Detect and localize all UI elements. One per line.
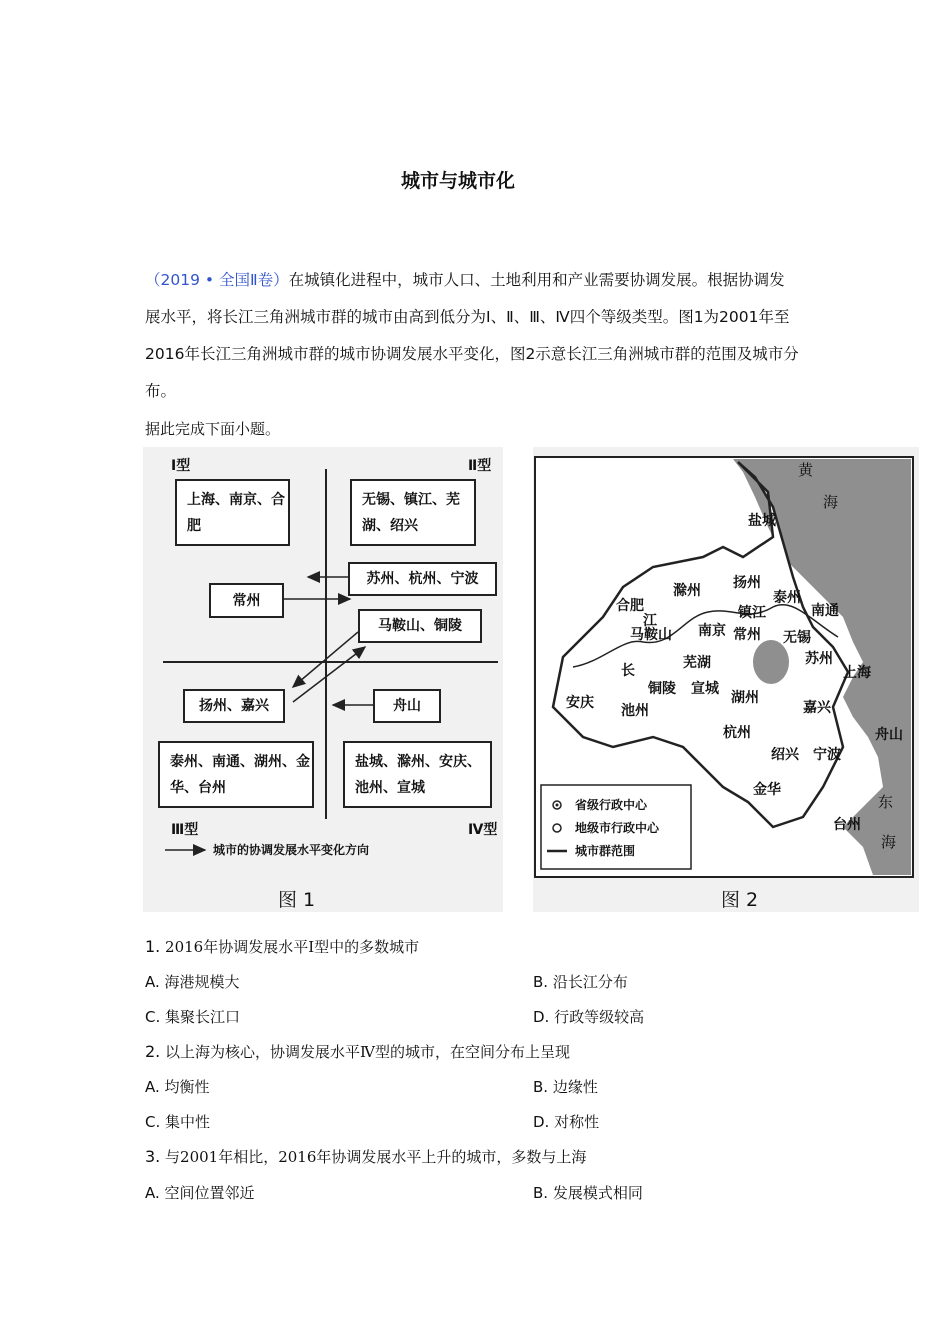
question-stem: 2016年协调发展水平Ⅰ型中的多数城市	[165, 938, 420, 956]
option-key: A.	[145, 973, 160, 991]
city-chuzhou: 滁州	[673, 583, 701, 599]
question-stem: 以上海为核心，协调发展水平Ⅳ型的城市，在空间分布上呈现	[165, 1043, 571, 1061]
option-key: C.	[145, 1008, 161, 1026]
box-changzhou: 常州	[209, 583, 284, 618]
q2-option-d[interactable]	[533, 1111, 599, 1132]
city-taizhou-zj: 台州	[833, 817, 861, 833]
intro-paragraph	[145, 262, 800, 410]
box-type-iv: 盐城、滁州、安庆、池州、宣城	[343, 741, 492, 808]
sea-yellow-2: 海	[823, 493, 839, 511]
city-ningbo: 宁波	[813, 747, 841, 763]
question-number: 3.	[145, 1147, 161, 1166]
option-key: D.	[533, 1008, 550, 1026]
taihu-lake	[753, 640, 789, 684]
option-text: 均衡性	[164, 1078, 210, 1096]
option-text: 海港规模大	[164, 973, 240, 991]
city-xuancheng: 宣城	[691, 681, 719, 697]
city-wuxi: 无锡	[783, 630, 811, 646]
city-nanjing: 南京	[698, 623, 726, 639]
city-chizhou: 池州	[621, 703, 649, 719]
city-shanghai: 上海	[843, 665, 871, 681]
q2-option-c[interactable]	[145, 1111, 210, 1132]
figure-1	[143, 447, 503, 912]
city-jinhua: 金华	[753, 782, 781, 798]
city-yangzhou: 扬州	[733, 575, 761, 591]
box-maanshan-tongling: 马鞍山、铜陵	[358, 609, 482, 643]
option-text: 空间位置邻近	[164, 1184, 255, 1202]
city-suzhou: 苏州	[805, 651, 833, 667]
option-key: B.	[533, 973, 549, 991]
box-zhoushan: 舟山	[373, 689, 441, 723]
type-ii-label: Ⅱ型	[468, 458, 492, 474]
figure-1-legend: 城市的协调发展水平变化方向	[213, 843, 370, 857]
option-text: 发展模式相同	[552, 1184, 643, 1202]
q2-option-b[interactable]	[533, 1076, 598, 1097]
q1-option-c[interactable]	[145, 1006, 240, 1027]
sea-east-1: 东	[878, 793, 894, 811]
q2-option-a[interactable]	[145, 1076, 210, 1097]
instruction-text: 据此完成下面小题。	[145, 420, 281, 438]
type-iv-label: Ⅳ型	[468, 822, 498, 838]
q1-option-b[interactable]	[533, 971, 628, 992]
type-i-label: Ⅰ型	[171, 458, 191, 474]
city-wuhu: 芜湖	[683, 655, 711, 671]
legend-prefecture: 地级市行政中心	[575, 821, 660, 835]
option-text: 对称性	[554, 1113, 600, 1131]
city-anqing: 安庆	[566, 695, 594, 711]
option-key: B.	[533, 1184, 549, 1202]
question-number: 2.	[145, 1042, 161, 1061]
figure-2	[533, 447, 919, 912]
option-text: 集聚长江口	[165, 1008, 241, 1026]
city-nantong: 南通	[811, 603, 839, 619]
city-hefei: 合肥	[616, 598, 644, 614]
box-suzhou-hangzhou-ningbo: 苏州、杭州、宁波	[348, 562, 497, 596]
option-key: C.	[145, 1113, 161, 1131]
legend-boundary: 城市群范围	[575, 844, 636, 858]
q3-option-b[interactable]	[533, 1182, 643, 1203]
city-shaoxing: 绍兴	[771, 747, 799, 763]
river-label-1: 长	[621, 663, 635, 679]
figure-2-map	[533, 447, 919, 912]
source-tag: （2019 • 全国Ⅱ卷）	[145, 271, 289, 289]
option-key: A.	[145, 1184, 160, 1202]
city-taizhou: 泰州	[773, 590, 801, 606]
sea-yellow-1: 黄	[798, 461, 814, 479]
city-tongling: 铜陵	[648, 681, 676, 697]
question-stem: 与2001年相比，2016年协调发展水平上升的城市，多数与上海	[165, 1148, 587, 1166]
q1-option-d[interactable]	[533, 1006, 644, 1027]
option-text: 集中性	[165, 1113, 211, 1131]
box-type-ii: 无锡、镇江、芜湖、绍兴	[350, 479, 476, 546]
figure-2-caption: 图 2	[721, 889, 759, 911]
option-text: 边缘性	[552, 1078, 598, 1096]
question-number: 1.	[145, 937, 161, 956]
question-3	[145, 1146, 586, 1167]
intro-text: 在城镇化进程中，城市人口、土地利用和产业需要协调发展。根据协调发展水平，将长江三角洲城市群的城市由高到低分为Ⅰ、Ⅱ、Ⅲ、Ⅳ四个等级类型。图1为2001年至2016年长江三角洲城市群的城市协调发展水平变化，图2示意长江三角洲城市群的范围及城市分布。	[145, 271, 799, 400]
option-text: 行政等级较高	[554, 1008, 645, 1026]
question-2	[145, 1041, 570, 1062]
q1-option-a[interactable]	[145, 971, 240, 992]
figure-1-caption: 图 1	[278, 889, 316, 911]
city-zhenjiang: 镇江	[738, 605, 766, 621]
city-yancheng: 盐城	[748, 513, 776, 529]
sea-east-2: 海	[881, 833, 897, 851]
city-huzhou: 湖州	[731, 690, 759, 706]
option-text: 沿长江分布	[552, 973, 628, 991]
legend-provincial: 省级行政中心	[575, 798, 648, 812]
option-key: B.	[533, 1078, 549, 1096]
option-key: A.	[145, 1078, 160, 1096]
question-1	[145, 936, 419, 957]
q3-option-a[interactable]	[145, 1182, 255, 1203]
box-yangzhou-jiaxing: 扬州、嘉兴	[183, 689, 285, 723]
box-type-iii: 泰州、南通、湖州、金华、台州	[158, 741, 314, 808]
city-jiaxing: 嘉兴	[803, 700, 831, 716]
city-maanshan: 马鞍山	[630, 627, 672, 643]
river-label-2: 江	[643, 613, 657, 629]
option-key: D.	[533, 1113, 550, 1131]
box-type-i: 上海、南京、合肥	[175, 479, 290, 546]
city-zhoushan: 舟山	[875, 727, 903, 743]
type-iii-label: Ⅲ型	[171, 822, 199, 838]
city-changzhou: 常州	[733, 627, 761, 643]
page-title: 城市与城市化	[400, 170, 515, 192]
city-hangzhou: 杭州	[723, 725, 751, 741]
